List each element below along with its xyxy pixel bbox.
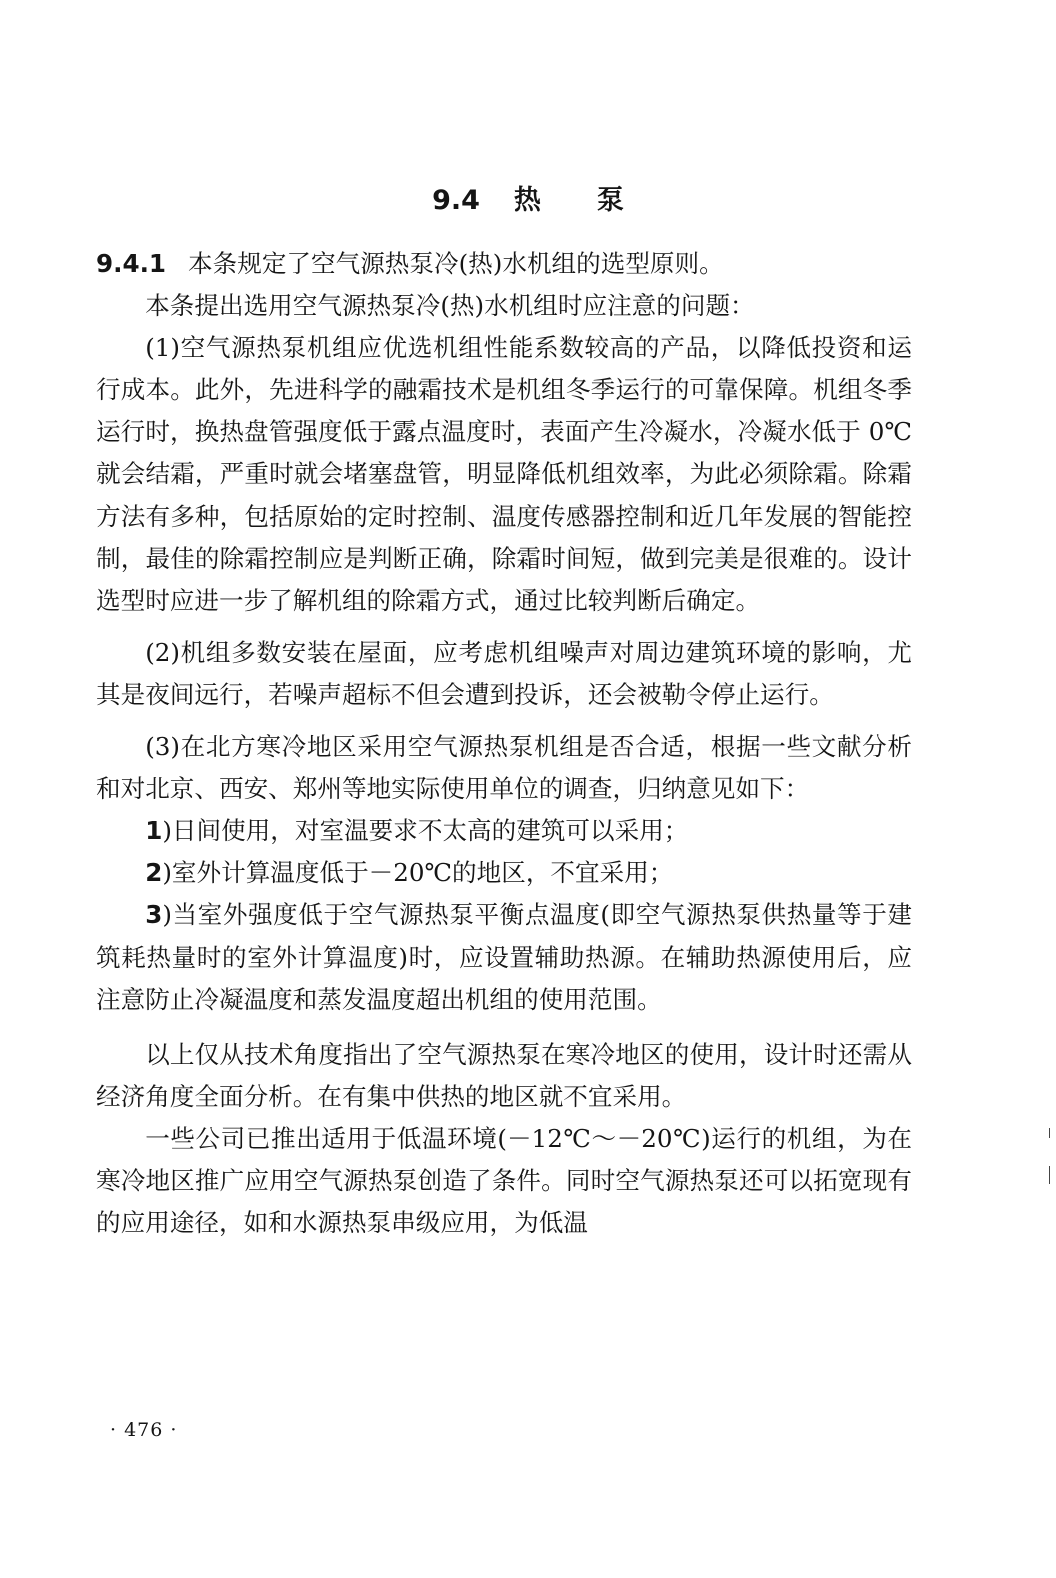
note-paragraph-1: 以上仅从技术角度指出了空气源热泵在寒冷地区的使用，设计时还需从经济角度全面分析。在有集中供热的地区就不宜采用。 [96,1039,912,1111]
scan-edge-mark [1049,1128,1050,1138]
item-1-paragraph: (1)空气源热泵机组应优选机组性能系数较高的产品，以降低投资和运行成本。此外，先进科学的融霜技术是机组冬季运行的可靠保障。机组冬季运行时，换热盘管强度低于露点温度时，表面产生冷凝水，冷凝水低于 0℃就会结霜，严重时就会堵塞盘管，明显降低机组效率，为此必须除霜。除霜方法有多种，包括原始的定时控制、温度传感器控制和近几年发展的智能控制，最佳的除霜控制应是判断正确，除霜时间短，做到完美是很难的。设计选型时应进一步了解机组的除霜方式，通过比较判断后确定。 [96,333,912,615]
body-text [96,243,912,1244]
article-summary: 本条规定了空气源热泵冷(热)水机组的选型原则。 [188,249,724,278]
sub-item-3-number: 3 [145,900,163,930]
scan-edge-mark [1049,1166,1050,1184]
sub-item-3-text: )当室外强度低于空气源热泵平衡点温度(即空气源热泵供热量等于建筑耗热量时的室外计算温度)时，应设置辅助热源。在辅助热源使用后，应注意防止冷凝温度和蒸发温度超出机组的使用范围。 [96,900,912,1014]
article-paragraph [96,243,912,285]
sub-item-1-text: )日间使用，对室温要求不太高的建筑可以采用； [162,816,689,846]
sub-item-2-number: 2 [145,858,163,888]
sub-item-1-number: 1 [145,816,163,846]
sub-item-3 [96,894,912,1020]
sub-item-2 [96,852,912,894]
article-number: 9.4.1 [96,249,167,278]
section-heading [0,178,1056,217]
page-number: · 476 · [110,1419,178,1441]
section-title-char-1: 热 [513,185,541,216]
intro-paragraph: 本条提出选用空气源热泵冷(热)水机组时应注意的问题： [145,291,755,321]
section-title-char-2: 泵 [596,185,624,216]
section-number: 9.4 [432,185,480,216]
item-3-paragraph: (3)在北方寒冷地区采用空气源热泵机组是否合适，根据一些文献分析和对北京、西安、郑州等地实际使用单位的调查，归纳意见如下： [96,732,912,804]
sub-item-2-text: )室外计算温度低于－20℃的地区，不宜采用； [162,858,674,888]
note-paragraph-2: 一些公司已推出适用于低温环境(－12℃～－20℃)运行的机组，为在寒冷地区推广应用空气源热泵创造了条件。同时空气源热泵还可以拓宽现有的应用途径，如和水源热泵串级应用，为低温 [96,1123,912,1238]
sub-item-1 [96,810,912,852]
item-2-paragraph: (2)机组多数安装在屋面，应考虑机组噪声对周边建筑环境的影响，尤其是夜间远行，若噪声超标不但会遭到投诉，还会被勒令停止运行。 [96,637,912,709]
